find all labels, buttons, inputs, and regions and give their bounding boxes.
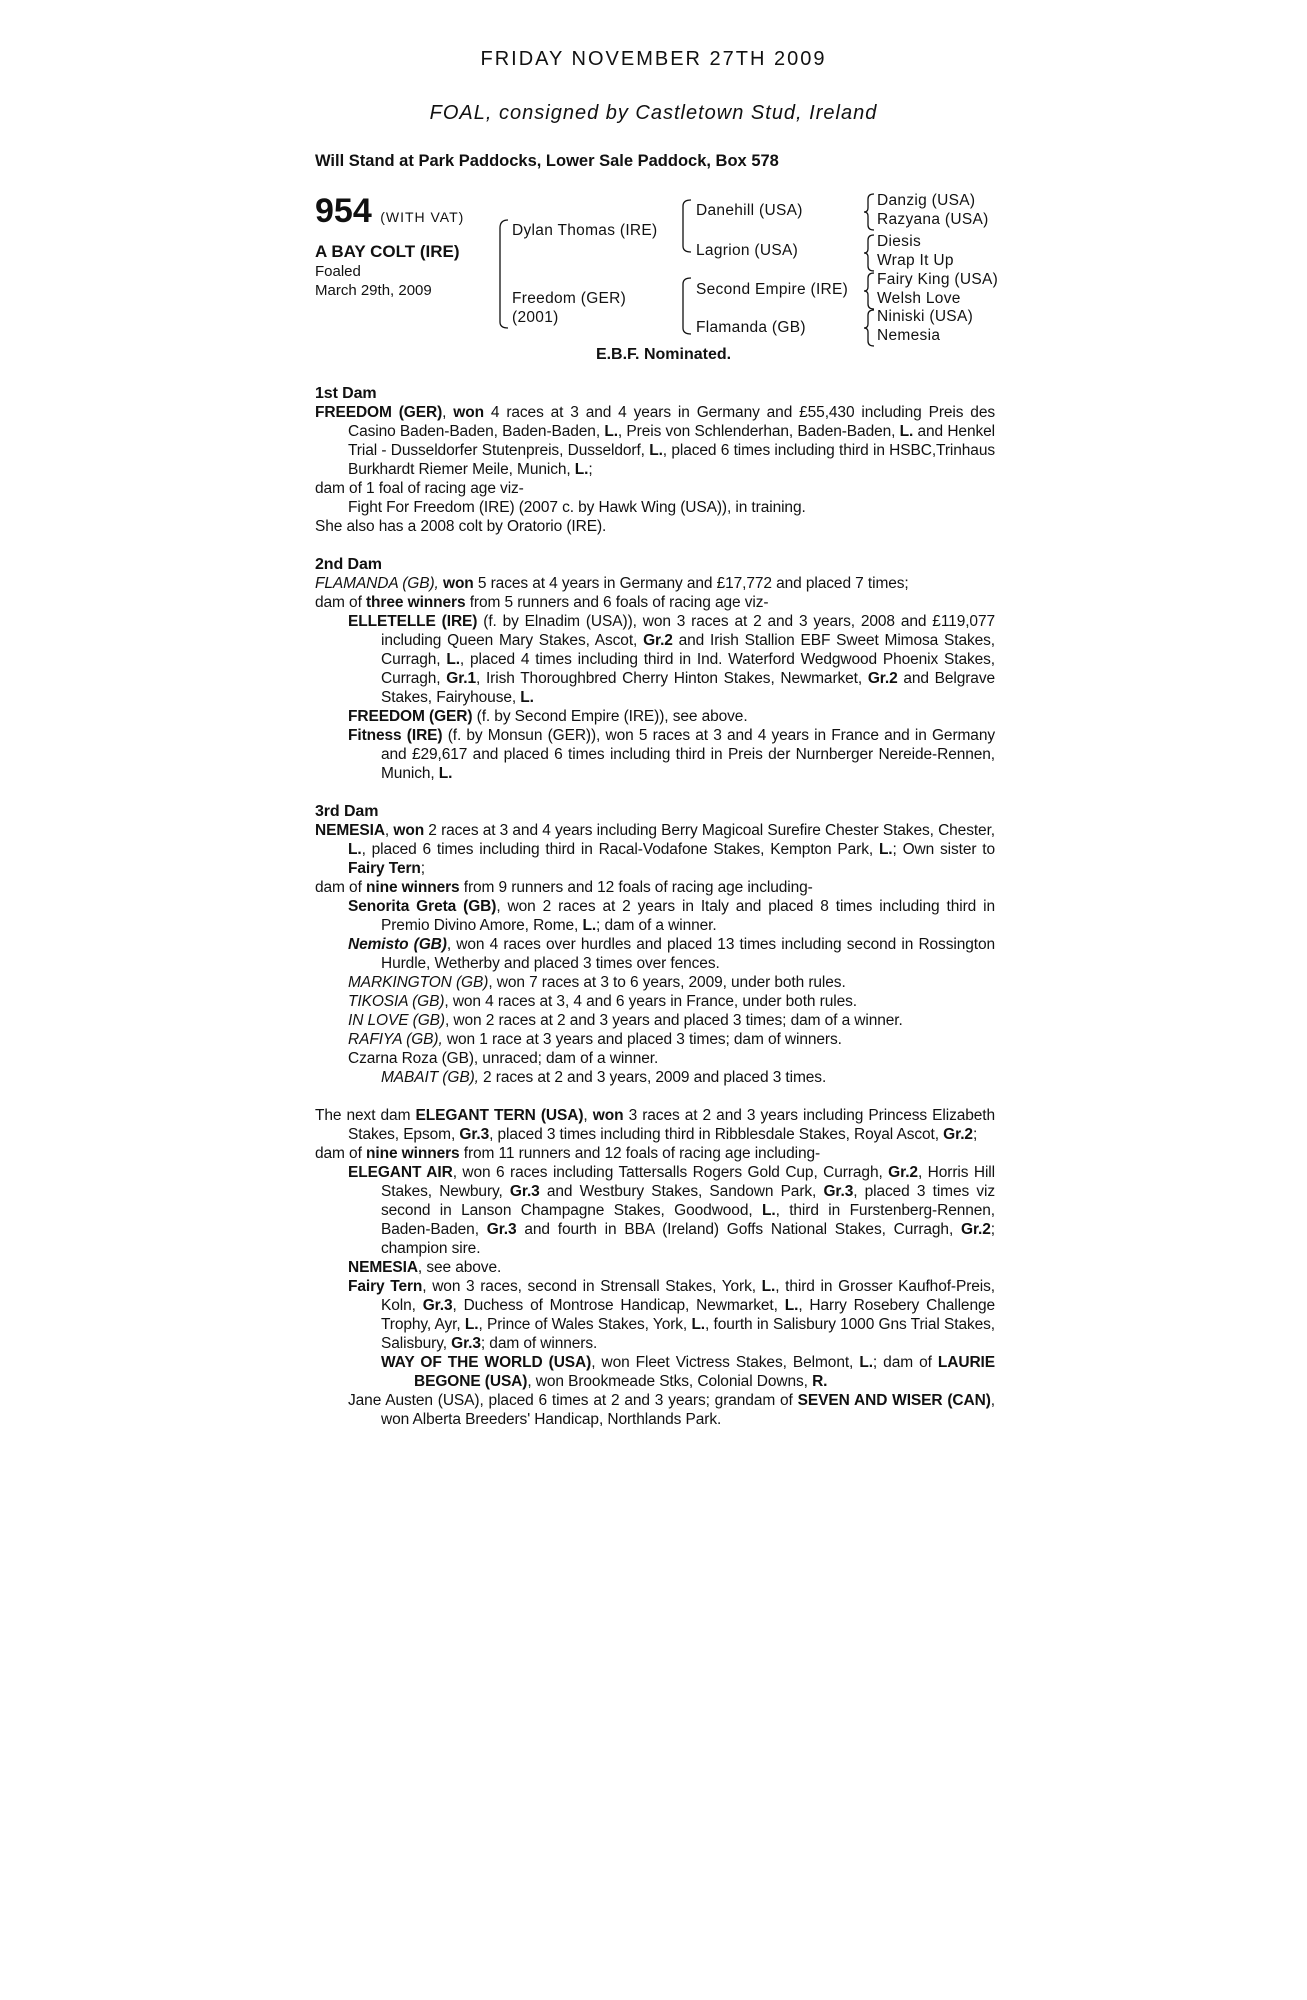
- record-text: and Belgrave Stakes, Fairyhouse,: [381, 670, 995, 706]
- second-dam-produce-intro: [315, 593, 995, 612]
- pedigree-sire-dam: Lagrion (USA): [696, 242, 799, 259]
- produce-markington: [315, 973, 995, 992]
- gen3-brace-4: [862, 309, 876, 347]
- record-text: ,: [583, 1107, 588, 1124]
- record-text: ; Own sister to: [892, 841, 995, 858]
- produce-name: MABAIT (GB),: [381, 1069, 479, 1086]
- produce-name: ELEGANT AIR: [348, 1164, 453, 1181]
- group-mark: Gr.2: [643, 632, 673, 649]
- foaled-label: Foaled: [315, 263, 361, 280]
- listed-mark: L.: [899, 423, 914, 440]
- record-text: , placed 4 times including third in Ind. Waterford Wedgwood Phoenix Stakes, Curragh,: [381, 651, 995, 687]
- listed-mark: L.: [604, 423, 618, 440]
- third-dam-produce-intro: [315, 878, 995, 897]
- record-text: , won Fleet Victress Stakes, Belmont,: [591, 1354, 860, 1371]
- third-dam-record: NEMESIA, won 2 races at 3 and 4 years including Berry Magicoal Surefire Chester Stakes, Chester, L., placed 6 times including third in Racal-Vodafone Stakes, Kempton Park, L.; Own sister to Fairy Tern;: [315, 822, 995, 877]
- group-mark: Gr.1: [446, 670, 477, 687]
- pedigree-g1: Danzig (USA): [877, 192, 976, 209]
- produce-jane-austen: [315, 1391, 995, 1429]
- produce-rafiya: [315, 1030, 995, 1049]
- produce-freedom: [315, 707, 995, 726]
- listed-mark: L.: [878, 841, 893, 858]
- ebf-nominated: E.B.F. Nominated.: [595, 346, 732, 363]
- won-label: won: [393, 822, 425, 839]
- record-text: , Horris Hill Stakes, Newbury,: [381, 1164, 995, 1200]
- winners-count: nine winners: [366, 879, 460, 896]
- second-dam-name: FLAMANDA (GB),: [315, 575, 439, 592]
- winners-count: nine winners: [366, 1145, 460, 1162]
- record-text: , won 4 races over hurdles and placed 13 times including second in Rossington Hurdle, Wetherby and placed 3 times over fences.: [381, 936, 995, 972]
- won-label: won: [442, 575, 474, 592]
- listed-mark: L.: [784, 1297, 799, 1314]
- produce-nemesia: [315, 1258, 995, 1277]
- lot-name: A BAY COLT (IRE): [315, 242, 460, 261]
- listed-mark: L.: [859, 1354, 873, 1371]
- produce-name: Fairy Tern: [348, 1278, 423, 1295]
- first-dam-foal: Fight For Freedom (IRE) (2007 c. by Hawk Wing (USA)), in training.: [348, 499, 806, 516]
- record-text: , placed 3 times viz second in Lanson Champagne Stakes, Goodwood,: [381, 1183, 996, 1219]
- group-mark: Gr.3: [459, 1126, 490, 1143]
- produce-name: SEVEN AND WISER (CAN): [797, 1392, 991, 1409]
- record-text: , Irish Thoroughbred Cherry Hinton Stakes, Newmarket,: [476, 670, 868, 687]
- produce-name: RAFIYA (GB),: [348, 1031, 443, 1048]
- produce-senorita-greta: [315, 897, 995, 935]
- record-text: 4 races at 3 and 4 years in Germany and £55,430 including Preis des Casino Baden-Baden, Baden-Baden,: [348, 404, 995, 440]
- gen3-brace-1: [862, 193, 876, 231]
- record-text: , third in Furstenberg-Rennen, Baden-Baden,: [381, 1202, 995, 1238]
- pedigree-sire: Dylan Thomas (IRE): [512, 222, 658, 239]
- produce-in-love: [315, 1011, 995, 1030]
- gen3-brace-3: [862, 272, 876, 310]
- won-label: won: [592, 1107, 624, 1124]
- foaled-date: March 29th, 2009: [315, 282, 432, 299]
- produce-name: WAY OF THE WORLD (USA): [381, 1354, 592, 1371]
- record-text: dam of: [315, 594, 366, 611]
- produce-name: LAURIE BEGONE (USA): [414, 1354, 995, 1390]
- dam-records: [315, 384, 995, 1429]
- produce-fitness: [315, 726, 995, 783]
- record-text: 2 races at 2 and 3 years, 2009 and placed 3 times.: [478, 1069, 827, 1086]
- third-dam-heading: 3rd Dam: [315, 803, 379, 820]
- record-text: and Henkel Trial - Dusseldorfer Stutenpreis, Dusseldorf,: [348, 423, 995, 459]
- sire-line-brace: [679, 198, 695, 254]
- group-mark: Gr.3: [823, 1183, 854, 1200]
- produce-name: TIKOSIA (GB): [348, 993, 445, 1010]
- produce-name: ELLETELLE (IRE): [348, 613, 478, 630]
- produce-tikosia: [315, 992, 995, 1011]
- produce-czarna-roza: Czarna Roza (GB), unraced; dam of a winner.: [348, 1050, 659, 1067]
- pedigree-g2: Razyana (USA): [877, 211, 989, 228]
- listed-mark: L.: [761, 1202, 776, 1219]
- produce-mabait: [315, 1068, 995, 1087]
- listed-mark: L.: [438, 765, 453, 782]
- first-dam-produce-intro: dam of 1 foal of racing age viz-: [315, 480, 524, 497]
- produce-fairy-tern: [315, 1277, 995, 1353]
- record-text: ; champion sire.: [381, 1221, 995, 1257]
- second-dam-record: [315, 574, 995, 593]
- first-dam-heading: 1st Dam: [315, 385, 377, 402]
- record-text: , see above.: [417, 1259, 502, 1276]
- record-text: , won 3 races, second in Strensall Stakes, York,: [422, 1278, 762, 1295]
- winners-count: three winners: [366, 594, 466, 611]
- sale-date: FRIDAY NOVEMBER 27TH 2009: [480, 48, 827, 70]
- produce-elletelle: [315, 612, 995, 707]
- record-text: , won 7 races at 3 to 6 years, 2009, under both rules.: [488, 974, 846, 991]
- group-mark: Gr.2: [961, 1221, 991, 1238]
- listed-mark: L.: [649, 442, 663, 459]
- listed-mark: L.: [446, 651, 460, 668]
- record-text: and Irish Stallion EBF Sweet Mimosa Stakes, Curragh,: [381, 632, 995, 668]
- record-text: , third in Grosser Kaufhof-Preis, Koln,: [381, 1278, 995, 1314]
- pedigree-g4: Wrap It Up: [877, 252, 954, 269]
- record-text: ;: [972, 1126, 978, 1143]
- produce-name: Nemisto (GB): [348, 936, 447, 953]
- listed-mark: L.: [520, 689, 534, 706]
- produce-name: NEMESIA: [348, 1259, 418, 1276]
- listed-mark: L.: [574, 461, 589, 478]
- first-dam-record: FREEDOM (GER), won 4 races at 3 and 4 years in Germany and £55,430 including Preis des Casino Baden-Baden, Baden-Baden, L., Preis von Schlenderhan, Baden-Baden, L. and Henkel Trial - Dusseldorfer Stutenpreis, Dusseldorf, L., placed 6 times including third in HSBC,Trinhaus Burkhardt Riemer Meile, Munich, L.;: [315, 404, 995, 478]
- group-mark: Gr.3: [451, 1335, 481, 1352]
- record-text: (f. by Monsun (GER)), won 5 races at 3 and 4 years in France and in Germany and £29,617 and placed 6 times including third in Preis der Nurnberger Nereide-Rennen, Munich,: [381, 727, 996, 782]
- foaled-info: [315, 262, 432, 300]
- first-dam-also: She also has a 2008 colt by Oratorio (IRE).: [315, 518, 607, 535]
- produce-way-of-the-world: [315, 1353, 995, 1391]
- record-text: , placed 6 times including third in HSBC,Trinhaus Burkhardt Riemer Meile, Munich,: [348, 442, 995, 478]
- group-mark: Gr.3: [509, 1183, 540, 1200]
- record-text: , won Brookmeade Stks, Colonial Downs,: [527, 1373, 813, 1390]
- sire-dam-brace: [496, 218, 512, 330]
- next-dam-produce-intro: [315, 1144, 995, 1163]
- pedigree-sire-sire: Danehill (USA): [696, 202, 803, 219]
- record-text: , won 4 races at 3, 4 and 6 years in France, under both rules.: [444, 993, 857, 1010]
- group-mark: Gr.3: [486, 1221, 517, 1238]
- record-text: , placed 3 times including third in Ribblesdale Stakes, Royal Ascot,: [489, 1126, 944, 1143]
- record-text: dam of: [315, 1145, 366, 1162]
- group-mark: Gr.2: [888, 1164, 918, 1181]
- record-text: , Prince of Wales Stakes, York,: [478, 1316, 692, 1333]
- record-text: , placed 6 times including third in Racal-Vodafone Stakes, Kempton Park,: [361, 841, 879, 858]
- pedigree-dam-year: (2001): [512, 309, 559, 326]
- record-text: , won 6 races including Tattersalls Rogers Gold Cup, Curragh,: [452, 1164, 889, 1181]
- group-mark: Gr.3: [422, 1297, 453, 1314]
- record-text: ; dam of: [872, 1354, 938, 1371]
- pedigree-dam-sire: Second Empire (IRE): [696, 281, 849, 298]
- won-label: won: [453, 404, 484, 421]
- record-text: and fourth in BBA (Ireland) Goffs National Stakes, Curragh,: [516, 1221, 962, 1238]
- record-text: 5 races at 4 years in Germany and £17,772 and placed 7 times;: [473, 575, 909, 592]
- record-text: dam of: [315, 879, 366, 896]
- record-text: (f. by Elnadim (USA)), won 3 races at 2 and 3 years, 2008 and £119,077 including Queen Mary Stakes, Ascot,: [381, 613, 995, 649]
- record-text: , won 2 races at 2 and 3 years and placed 3 times; dam of a winner.: [445, 1012, 903, 1029]
- record-text: ; dam of winners.: [480, 1335, 598, 1352]
- vat-label: (WITH VAT): [380, 209, 465, 225]
- record-text: from 5 runners and 6 foals of racing age viz-: [465, 594, 769, 611]
- produce-nemisto: [315, 935, 995, 973]
- record-text: from 9 runners and 12 foals of racing age including-: [459, 879, 813, 896]
- listed-mark: L.: [348, 841, 362, 858]
- record-text: Jane Austen (USA), placed 6 times at 2 and 3 years; grandam of: [348, 1392, 798, 1409]
- pedigree-g5: Fairy King (USA): [877, 271, 999, 288]
- pedigree-g8: Nemesia: [877, 327, 941, 344]
- record-text: 3 races at 2 and 3 years including Princess Elizabeth Stakes, Epsom,: [348, 1107, 996, 1143]
- first-dam-name: FREEDOM (GER): [315, 404, 443, 421]
- produce-name: FREEDOM (GER): [348, 708, 473, 725]
- pedigree-dam-name: Freedom (GER): [512, 290, 627, 307]
- produce-name: MARKINGTON (GB): [348, 974, 489, 991]
- lot-heading: [315, 192, 464, 231]
- record-text: 2 races at 3 and 4 years including Berry Magicoal Surefire Chester Stakes, Chester,: [424, 822, 995, 839]
- third-dam-name: NEMESIA: [315, 822, 385, 839]
- listed-mark: L.: [761, 1278, 776, 1295]
- record-text: , Preis von Schlenderhan, Baden-Baden,: [617, 423, 900, 440]
- produce-name: Senorita Greta (GB): [348, 898, 497, 915]
- listed-mark: L.: [691, 1316, 706, 1333]
- sister-name: Fairy Tern: [348, 860, 421, 877]
- record-text: , won Alberta Breeders' Handicap, Northlands Park.: [381, 1392, 995, 1428]
- pedigree-dam-dam: Flamanda (GB): [696, 319, 806, 336]
- group-mark: Gr.2: [867, 670, 898, 687]
- listed-mark: L.: [582, 917, 597, 934]
- record-text: won 1 race at 3 years and placed 3 times; dam of winners.: [442, 1031, 842, 1048]
- gen3-brace-2: [862, 234, 876, 272]
- record-text: The next dam: [315, 1107, 416, 1124]
- record-text: from 11 runners and 12 foals of racing age including-: [459, 1145, 821, 1162]
- record-text: , fourth in Salisbury 1000 Gns Trial Stakes, Salisbury,: [381, 1316, 995, 1352]
- group-mark: Gr.2: [943, 1126, 973, 1143]
- lot-number: 954: [315, 192, 372, 230]
- produce-name: IN LOVE (GB): [348, 1012, 445, 1029]
- consignment-line: FOAL, consigned by Castletown Stud, Ireland: [429, 102, 878, 124]
- next-dam-name: ELEGANT TERN (USA): [415, 1107, 584, 1124]
- pedigree-g7: Niniski (USA): [877, 308, 974, 325]
- second-dam-heading: 2nd Dam: [315, 556, 382, 573]
- record-text: and Westbury Stakes, Sandown Park,: [539, 1183, 824, 1200]
- record-text: , won 2 races at 2 years in Italy and placed 8 times including third in Premio Divino Amore, Rome,: [381, 898, 995, 934]
- record-text: ; dam of a winner.: [596, 917, 717, 934]
- restricted-mark: R.: [812, 1373, 828, 1390]
- produce-elegant-air: [315, 1163, 995, 1258]
- stand-location: Will Stand at Park Paddocks, Lower Sale Paddock, Box 578: [315, 152, 779, 170]
- record-text: ;: [588, 461, 593, 478]
- pedigree-g6: Welsh Love: [877, 290, 961, 307]
- record-text: (f. by Second Empire (IRE)), see above.: [472, 708, 748, 725]
- pedigree-g3: Diesis: [877, 233, 922, 250]
- dam-line-brace: [679, 276, 695, 336]
- listed-mark: L.: [464, 1316, 479, 1333]
- record-text: ;: [420, 860, 426, 877]
- record-text: , Duchess of Montrose Handicap, Newmarket,: [452, 1297, 785, 1314]
- produce-name: Fitness (IRE): [348, 727, 443, 744]
- record-text: , Harry Rosebery Challenge Trophy, Ayr,: [381, 1297, 995, 1333]
- next-dam-record: [315, 1106, 995, 1144]
